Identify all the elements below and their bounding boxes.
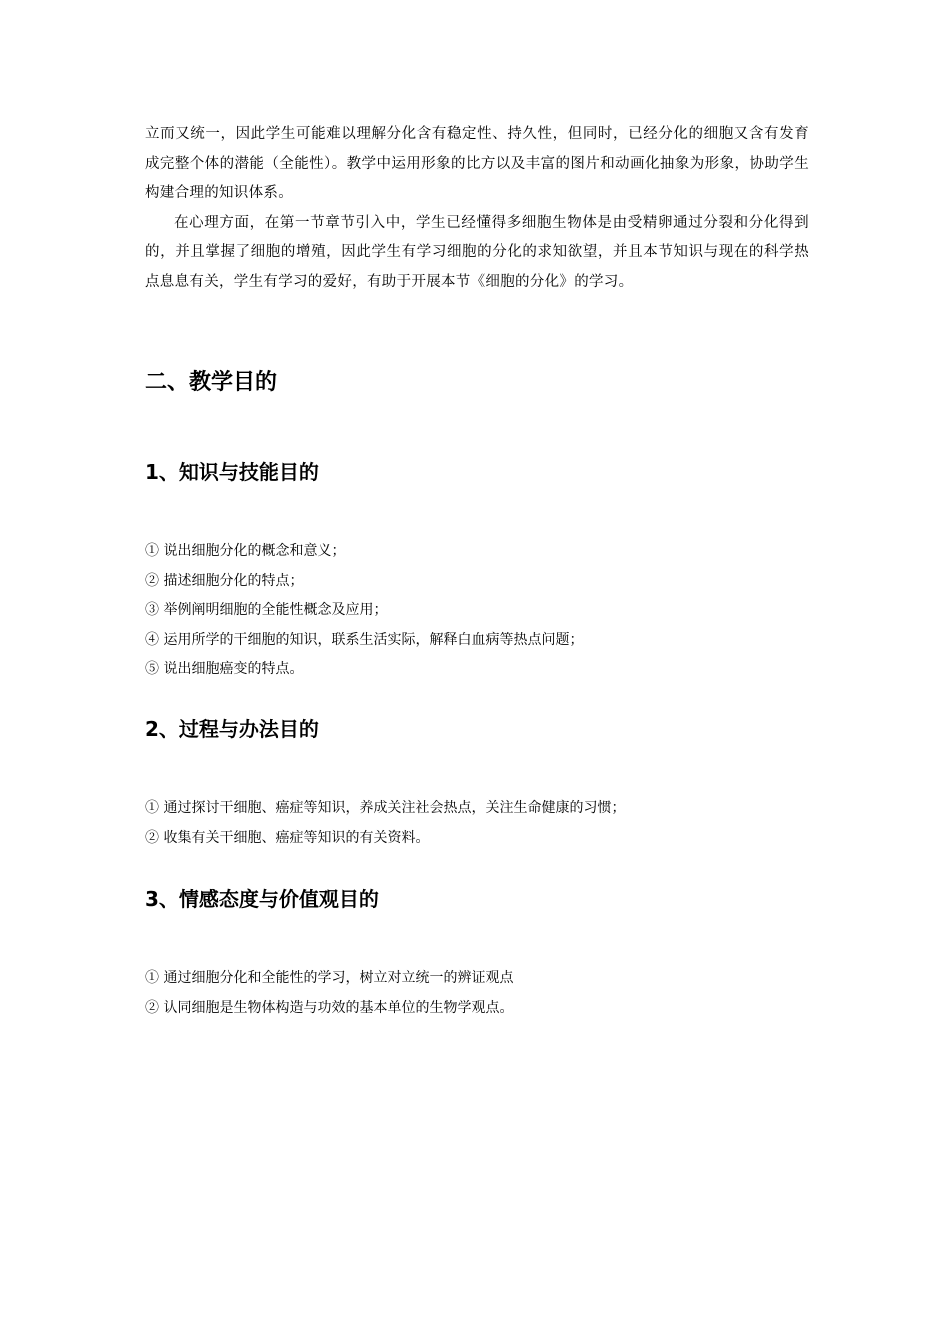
list-item: ④ 运用所学的干细胞的知识，联系生活实际，解释白血病等热点问题；	[145, 631, 584, 648]
goal-heading-process: 2、过程与办法目的	[145, 717, 319, 741]
list-item: ⑤ 说出细胞癌变的特点。	[145, 661, 304, 677]
list-item: ② 描述细胞分化的特点；	[145, 572, 304, 589]
list-item: ① 说出细胞分化的概念和意义；	[145, 543, 346, 559]
intro-paragraph-2: 在心理方面，在第一节章节引入中，学生已经懂得多细胞生物体是由受精卵通过分裂和分化得到的，并且掌握了细胞的增殖，因此学生有学习细胞的分化的求知欲望，并且本节知识与现在的科学热点息息有关，学生有学习的爱好，有助于开展本节《细胞的分化》的学习。	[145, 214, 809, 290]
intro-text	[145, 120, 809, 297]
list-item: ② 收集有关干细胞、癌症等知识的有关资料。	[145, 829, 430, 846]
goal-heading-knowledge: 1、知识与技能目的	[145, 460, 319, 484]
goal-list-process	[145, 794, 625, 853]
list-item: ③ 举例阐明细胞的全能性概念及应用；	[145, 602, 388, 618]
list-item: ② 认同细胞是生物体构造与功效的基本单位的生物学观点。	[145, 999, 514, 1016]
goal-heading-attitude: 3、情感态度与价值观目的	[145, 887, 379, 911]
goal-list-attitude	[145, 964, 513, 1023]
section-title: 二、教学目的	[145, 370, 278, 395]
goal-list-knowledge	[145, 537, 583, 685]
intro-paragraph-1: 立而又统一，因此学生可能难以理解分化含有稳定性、持久性，但同时，已经分化的细胞又含有发育成完整个体的潜能（全能性）。教学中运用形象的比方以及丰富的图片和动画化抽象为形象，协助学生构建合理的知识体系。	[145, 126, 809, 201]
list-item: ① 通过细胞分化和全能性的学习，树立对立统一的辨证观点	[145, 970, 514, 986]
list-item: ① 通过探讨干细胞、癌症等知识，养成关注社会热点，关注生命健康的习惯；	[145, 800, 626, 816]
